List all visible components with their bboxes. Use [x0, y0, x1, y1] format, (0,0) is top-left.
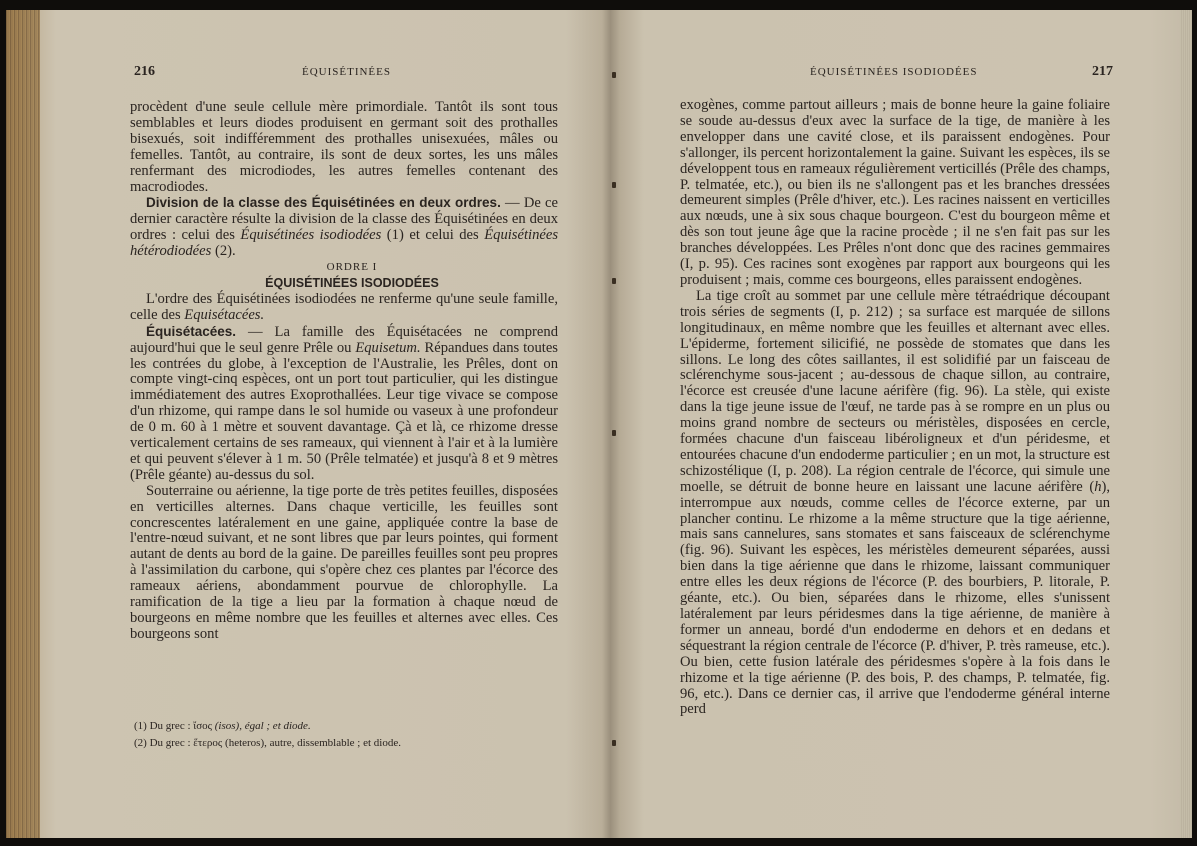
text-run: L'ordre des Équisétinées isodiodées ne renferme qu'une seule famille, celle des [130, 290, 558, 323]
text-run: (2). [211, 243, 236, 260]
section-heading-inline: Équisétacées. [146, 323, 237, 339]
binding-mark [612, 278, 616, 284]
section-heading-inline: Division de la classe des Équisétinées en deux ordres. [146, 195, 501, 211]
binding-mark [612, 740, 616, 746]
binding-mark [612, 430, 616, 436]
text-run: (2) Du grec : [134, 737, 194, 749]
italic-term: Équisétinées isodiodées [240, 227, 382, 244]
text-run: — La famille des Équisétacées ne comprend aujourd'hui que le seul genre Prêle ou [130, 323, 558, 356]
binding-mark [612, 72, 616, 78]
text-run: La tige croît au sommet par une cellule mère tétraédrique découpant trois séries de segments (I, p. 212) ; sa surface est marquée de sillons longitudinaux, en même nombre que les feuilles et alternant avec elles. L'épiderme, fortement silicifié, ne possède de stomates que dans les sillons. Le long des côtes saillantes, il est solidifié par un faisceau de sclérenchyme sous-jacent ; au-dessous de chaque sillon, au contraire, l'écorce est creusée d'une lacune aérifère (fig. 96). La stèle, qui existe dans la tige jeune issue de l'œuf, ne tarde pas à se rompre en un plus ou moins grand nombre de secteurs ou méristèles, disposées en cercle, formées chacune d'un faisceau libéroligneux et d'un péridesme, et entourées chacune d'un endoderme particulier ; en un mot, la structure est schizostélique (I, p. 208). La région centrale de l'écorce, qui simule une moelle, se détruit de bonne heure en laissant une lacune aérifère ( [680, 287, 1110, 495]
text-run: Répandues dans toutes les contrées du globe, à l'exception de l'Australie, les Prêles, dont on compte vingt-cinq espèces, ont un port tout particulier, qui les distingue immédiatement des autres Exoprothallées. Leur tige vivace se compose d'un rhizome, qui rampe dans le sol humide ou vaseux à une profondeur de 0 m. 60 à 1 mètre et souvent davantage. Çà et là, ce rhizome dresse verticalement certains de ses rameaux, qui viennent à l'air et à la lumière et qui peuvent s'élever à 1 m. 50 (Prêle telmatée) et jusqu'à 8 et 9 mètres (Prêle géante) au-dessus du sol. [130, 339, 558, 483]
left-body [130, 100, 558, 643]
footnotes [134, 718, 564, 752]
italic-term: h [1094, 478, 1102, 495]
greek-word: ἕτερος [193, 737, 223, 749]
text-run: — De ce dernier caractère résulte la division de la classe des Équisétinées en deux ordres : celui des [130, 195, 558, 244]
text-run: ), interrompue aux nœuds, comme celles de l'écorce externe, par un plancher continu. Le rhizome a la même structure que la tige aérienne, mais sans cannelures, sans stomates et sans faisceaux de sclérenchyme (fig. 96). Suivant les espèces, les méristèles demeurent séparées, aussi bien dans la tige aérienne que dans le rhizome, laissant communiquer entre elles les deux régions de l'écorce (P. des bourbiers, P. litorale, P. géante, etc.). Ou bien, séparées dans le rhizome, elles s'unissent latéralement par leurs péridesmes dans la tige aérienne, de manière à former un anneau, bordé d'un endoderme en dehors et en dedans et séquestrant la région centrale de l'écorce (P. d'hiver, P. très rameuse, etc.). Ou bien, cette fusion latérale des péridesmes s'opère à la fois dans le rhizome et la tige aérienne (P. des bois, P. des champs, P. telmatée, fig. 96, etc.). Dans ce dernier cas, il arrive que l'endoderme général interne perd [680, 478, 1110, 718]
text-run: (1) Du grec : [134, 720, 194, 732]
page-number: 217 [1092, 64, 1113, 79]
text-run: (1) et celui des [381, 227, 485, 244]
order-label: ORDRE I [326, 261, 378, 274]
binding-mark [612, 182, 616, 188]
running-head: ÉQUISÉTINÉES ISODIODÉES [810, 66, 978, 78]
open-book [6, 10, 1192, 838]
paragraph: procèdent d'une seule cellule mère primordiale. Tantôt ils sont tous semblables et leurs diodes produisent en germant soit des prothalles bisexués, soit indifféremment des prothalles unisexuées, mâles ou femelles. Tantôt, au contraire, ils sont de deux sortes, les uns mâles renfermant des microdiodes, les autres femelles contenant des macrodiodes. [130, 99, 558, 195]
greek-word: ἴσος [193, 720, 213, 732]
paragraph [130, 324, 558, 484]
right-body [680, 98, 1110, 718]
paragraph: exogènes, comme partout ailleurs ; mais de bonne heure la gaine foliaire se soude au-dessus d'eux avec la surface de la tige, de manière à les envelopper dans une cavité close, et ils paraissent endogènes. Pour s'allonger, ils percent horizontalement la gaine. Suivant les espèces, ils se développent tous en rameaux régulièrement verticillés (Prêle des champs, P. telmatée, etc.), ou bien ils ne s'allongent pas et les branches dressées demeurent simples (Prêle d'hiver, etc.). Les racines naissent en verticilles aux nœuds, une à six sous chaque bourgeon. C'est du bourgeon même et dès son tout jeune âge que la racine procède ; il ne s'en fait pas sur les branches développées. Les Prêles n'ont donc que des racines gemmaires (I, p. 95). Ces racines sont exogènes par rapport aux bourgeons qui les produisent ; mais, comme ces bourgeons, elles paraissent endogènes. [680, 97, 1110, 288]
page-edge-stack [6, 10, 40, 838]
left-page [6, 10, 610, 838]
section-title: ÉQUISÉTINÉES ISODIODÉES [265, 275, 439, 290]
paragraph: Souterraine ou aérienne, la tige porte de très petites feuilles, disposées en verticilles alternes. Dans chaque verticille, les feuilles sont concrescentes latéralement en une gaine, appliquée contre la base de l'entre-nœud suivant, et ne sont libres que par leurs pointes, qui forment autant de dents au bord de la gaine. De pareilles feuilles sont peu propres à l'assimilation du carbone, qui s'opère chez ces plantes par l'écorce des rameaux aériens, abondamment pourvue de chlorophylle. La ramification de la tige a lieu par la formation à chaque nœud de bourgeons en même nombre que les feuilles et alternes avec elles. Ces bourgeons sont [130, 482, 558, 642]
paragraph [130, 292, 558, 324]
italic-term: Equisétacées. [184, 306, 265, 323]
running-head: ÉQUISÉTINÉES [302, 66, 391, 78]
page-edge-stack [1180, 10, 1192, 838]
page-number: 216 [134, 64, 155, 79]
right-page [610, 10, 1192, 838]
paragraph [130, 195, 558, 260]
text-run: (heteros), autre, dissemblable ; et diode. [222, 737, 401, 749]
paragraph [680, 289, 1110, 718]
text-run: (isos), égal ; et diode. [212, 720, 311, 732]
italic-term: Equisetum. [355, 339, 421, 356]
italic-term: Équisétinées hétérodiodées [130, 227, 558, 260]
footnote [134, 718, 564, 735]
footnote [134, 735, 564, 752]
